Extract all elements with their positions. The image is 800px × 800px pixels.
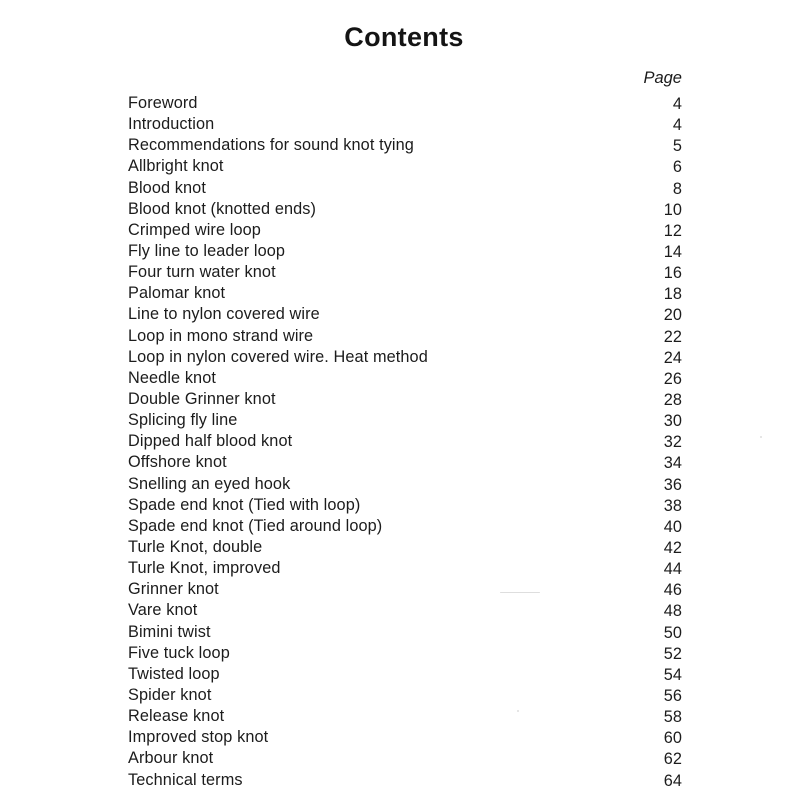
- toc-entry-page: 24: [663, 348, 682, 367]
- toc-entry-page: 30: [663, 412, 682, 431]
- toc-entry-title: Spade end knot (Tied around loop): [128, 516, 383, 535]
- toc-entry-page: 60: [663, 729, 682, 748]
- toc-entry: [128, 410, 682, 431]
- toc-entry: [128, 326, 682, 347]
- toc-entry-page: 64: [663, 771, 682, 790]
- toc-entry-title: Needle knot: [128, 368, 216, 387]
- toc-entry-title: Introduction: [128, 115, 215, 134]
- toc-entry-page: 52: [663, 644, 682, 663]
- toc-entry: [128, 495, 682, 516]
- toc-entry-page: 34: [663, 454, 682, 473]
- toc-entry: [128, 537, 682, 558]
- toc-entry-title: Release knot: [128, 707, 225, 726]
- toc-entry-page: 54: [663, 665, 682, 684]
- toc-entry: [128, 389, 682, 410]
- toc-entry-page: 14: [663, 242, 682, 261]
- toc-entry-page: 28: [663, 390, 682, 409]
- toc-entry-page: 12: [663, 221, 682, 240]
- toc-entry: [128, 241, 682, 262]
- toc-entry-title: Snelling an eyed hook: [128, 474, 291, 493]
- toc-entry-page: 5: [672, 137, 682, 156]
- toc-entry-page: 50: [663, 623, 682, 642]
- toc-entry-title: Loop in nylon covered wire. Heat method: [128, 347, 428, 366]
- toc-entry: [128, 452, 682, 473]
- table-of-contents: [128, 93, 682, 791]
- toc-entry-title: Dipped half blood knot: [128, 432, 293, 451]
- toc-entry: [128, 516, 682, 537]
- toc-entry-page: 42: [663, 538, 682, 557]
- toc-entry: [128, 727, 682, 748]
- toc-entry-page: 40: [663, 517, 682, 536]
- toc-entry-title: Vare knot: [128, 601, 198, 620]
- scan-speck: [517, 710, 519, 712]
- toc-entry-page: 4: [672, 116, 682, 135]
- toc-entry-page: 56: [663, 686, 682, 705]
- toc-entry: [128, 220, 682, 241]
- toc-entry-title: Blood knot: [128, 178, 206, 197]
- toc-entry: [128, 600, 682, 621]
- toc-entry-title: Spider knot: [128, 685, 212, 704]
- toc-entry: [128, 622, 682, 643]
- toc-entry-title: Palomar knot: [128, 284, 226, 303]
- toc-entry-page: 18: [663, 285, 682, 304]
- toc-entry-title: Arbour knot: [128, 749, 214, 768]
- toc-entry-page: 32: [663, 433, 682, 452]
- toc-entry-page: 16: [663, 264, 682, 283]
- toc-entry-title: Foreword: [128, 94, 198, 112]
- toc-entry: [128, 643, 682, 664]
- toc-entry-title: Offshore knot: [128, 453, 227, 472]
- toc-entry: [128, 664, 682, 685]
- toc-entry: [128, 178, 682, 199]
- toc-entry-title: Loop in mono strand wire: [128, 326, 314, 345]
- toc-entry: [128, 114, 682, 135]
- toc-entry-title: Fly line to leader loop: [128, 241, 286, 260]
- toc-entry-page: 8: [672, 179, 682, 198]
- page-title: Contents: [344, 22, 464, 53]
- toc-entry-title: Grinner knot: [128, 580, 219, 599]
- toc-entry: [128, 558, 682, 579]
- toc-entry: [128, 770, 682, 791]
- toc-entry-title: Allbright knot: [128, 157, 224, 176]
- toc-entry-page: 22: [663, 327, 682, 346]
- toc-entry-title: Improved stop knot: [128, 728, 269, 747]
- toc-entry: [128, 304, 682, 325]
- toc-entry-page: 44: [663, 560, 682, 579]
- toc-entry-title: Double Grinner knot: [128, 389, 276, 408]
- toc-entry-page: 38: [663, 496, 682, 515]
- toc-entry-page: 48: [663, 602, 682, 621]
- scan-speck: [500, 592, 540, 593]
- toc-entry: [128, 748, 682, 769]
- toc-entry-title: Spade end knot (Tied with loop): [128, 495, 361, 514]
- toc-entry-page: 26: [663, 369, 682, 388]
- toc-entry-page: 58: [663, 708, 682, 727]
- toc-entry: [128, 135, 682, 156]
- toc-entry: [128, 706, 682, 727]
- toc-entry: [128, 262, 682, 283]
- page-column-header: Page: [643, 69, 682, 87]
- toc-entry-title: Twisted loop: [128, 664, 220, 683]
- toc-entry-page: 20: [663, 306, 682, 325]
- toc-entry-page: 4: [672, 95, 682, 113]
- toc-entry-title: Four turn water knot: [128, 263, 276, 282]
- toc-entry-page: 10: [663, 200, 682, 219]
- toc-entry-page: 62: [663, 750, 682, 769]
- toc-entry-title: Splicing fly line: [128, 411, 238, 430]
- toc-entry: [128, 685, 682, 706]
- toc-entry: [128, 347, 682, 368]
- toc-entry-title: Bimini twist: [128, 622, 211, 641]
- toc-entry: [128, 431, 682, 452]
- toc-entry-title: Recommendations for sound knot tying: [128, 136, 414, 155]
- toc-entry-title: Five tuck loop: [128, 643, 230, 662]
- toc-entry: [128, 368, 682, 389]
- toc-entry: [128, 283, 682, 304]
- toc-entry-page: 6: [672, 158, 682, 177]
- toc-entry: [128, 93, 682, 114]
- toc-entry-title: Turle Knot, double: [128, 537, 263, 556]
- toc-entry: [128, 579, 682, 600]
- scan-speck: [760, 436, 762, 438]
- toc-entry-title: Line to nylon covered wire: [128, 305, 320, 324]
- toc-entry-title: Turle Knot, improved: [128, 559, 281, 578]
- toc-entry-title: Blood knot (knotted ends): [128, 199, 317, 218]
- toc-entry-title: Technical terms: [128, 770, 243, 789]
- toc-entry: [128, 156, 682, 177]
- toc-entry: [128, 474, 682, 495]
- toc-entry-page: 36: [663, 475, 682, 494]
- toc-entry-page: 46: [663, 581, 682, 600]
- toc-entry-title: Crimped wire loop: [128, 220, 261, 239]
- toc-entry: [128, 199, 682, 220]
